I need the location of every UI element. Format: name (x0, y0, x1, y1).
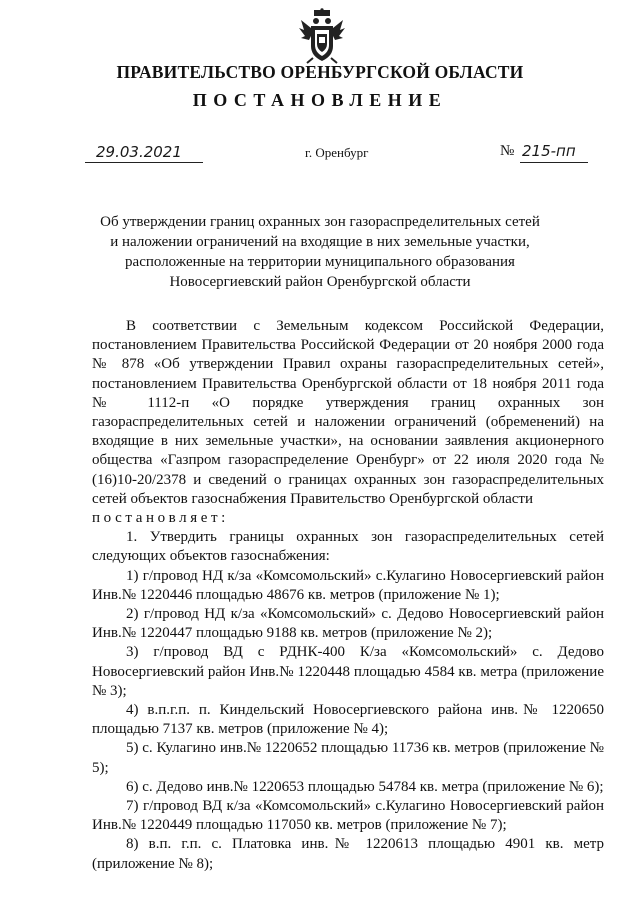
list-item: 7) г/провод ВД к/за «Комсомольский» с.Кулагино Новосергиевский район Инв.№ 1220449 площадью 117050 кв. метров (приложение № 7); (92, 798, 604, 834)
number-underline (520, 162, 588, 163)
number-sign: № (500, 143, 515, 159)
decree-number: 215-пп (522, 142, 576, 160)
date-underline (85, 162, 203, 163)
list-item: 1) г/провод НД к/за «Комсомольский» с.Кулагино Новосергиевский район Инв.№ 1220446 площадью 48676 кв. метров (приложение № 1); (92, 567, 604, 603)
city: г. Оренбург (305, 145, 369, 160)
title-line: Новосергиевский район Оренбургской области (169, 274, 471, 290)
list-item: 4) в.п.г.п. п. Киндельский Новосергиевского района инв.№ 1220650 площадью 7137 кв. метров (приложение № 4); (92, 702, 604, 738)
document-type: ПОСТАНОВЛЕНИЕ (192, 90, 448, 110)
list-item: 8) в.п. г.п. с. Платовка инв.№ 1220613 площадью 4901 кв. метр (приложение № 8); (92, 836, 604, 872)
title-line: и наложении ограничений на входящие в них земельные участки, (110, 234, 530, 250)
decree-date: 29.03.2021 (96, 143, 182, 161)
preamble-paragraph: В соответствии с Земельным кодексом Российской Федерации, постановлением Правительства Российской Федерации от 20 ноября 2000 года № 878 «Об утверждении Правил охраны газораспределительных сетей», постановлением Правительства Оренбургской области от 18 ноября 2011 года № 1112-п «О порядке утверждения границ охранных зон газораспределительных сетей и наложении ограничений (обременений) на входящие в них земельные участки», на основании заявления акционерного общества «Газпром газораспределение Оренбург» от 22 июля 2020 года № (16)10-20/2378 и сведений о границах охранных зон газораспределительных сетей объектов газоснабжения Правительство Оренбургской области (92, 318, 604, 507)
decree-body (92, 317, 604, 874)
resolves-word: постановляет: (92, 510, 229, 527)
list-item: 2) г/провод НД к/за «Комсомольский» с. Дедово Новосергиевский район Инв.№ 1220447 площадью 9188 кв. метров (приложение № 2); (92, 606, 604, 642)
government-name: ПРАВИТЕЛЬСТВО ОРЕНБУРГСКОЙ ОБЛАСТИ (116, 62, 524, 82)
decree-title (100, 212, 540, 292)
title-line: Об утверждении границ охранных зон газораспределительных сетей (100, 214, 540, 230)
clause-1: 1. Утвердить границы охранных зон газораспределительных сетей следующих объектов газоснабжения: (92, 529, 604, 565)
list-item: 3) г/провод ВД с РДНК-400 К/за «Комсомольский» с. Дедово Новосергиевский район Инв.№ 1220448 площадью 4584 кв. метра (приложение № 3); (92, 644, 604, 699)
coat-of-arms-emblem (297, 8, 347, 64)
list-item: 6) с. Дедово инв.№ 1220653 площадью 54784 кв. метра (приложение № 6); (126, 778, 604, 795)
title-line: расположенные на территории муниципального образования (125, 254, 515, 270)
list-item: 5) с. Кулагино инв.№ 1220652 площадью 11736 кв. метров (приложение № 5); (92, 740, 604, 776)
